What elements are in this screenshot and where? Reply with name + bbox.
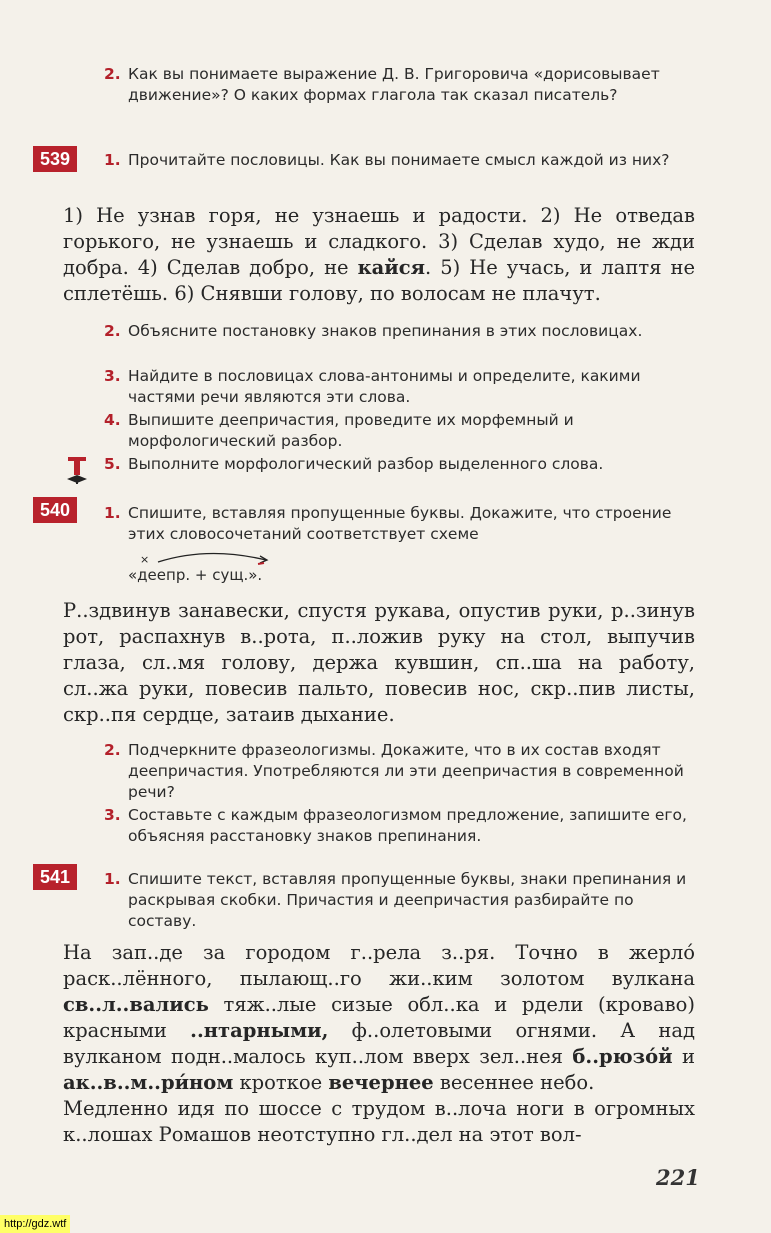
task-text: Найдите в пословицах слова-антонимы и определите, какими частями речи являются эти слова. xyxy=(128,367,641,406)
task-text: Как вы понимаете выражение Д. В. Григоровича «дорисовывает движение»? О каких формах глагола так сказал писатель? xyxy=(128,65,660,104)
task-item xyxy=(104,454,696,475)
exercise-number-badge: 541 xyxy=(33,864,77,890)
grammar-scheme xyxy=(128,550,368,588)
task-number: 2. xyxy=(104,65,121,83)
bold-word: вечернее xyxy=(328,1071,434,1094)
task-text: Выполните морфологический разбор выделенного слова. xyxy=(128,455,604,473)
highlighted-word: кайся xyxy=(357,256,426,279)
scheme-label: «деепр. + сущ.». xyxy=(128,566,263,584)
task-number: 2. xyxy=(104,741,121,759)
task-number: 1. xyxy=(104,504,121,522)
task-item xyxy=(104,410,696,452)
bold-word: б..рюзо́й xyxy=(572,1045,673,1068)
task-item xyxy=(104,503,696,545)
task-item xyxy=(104,64,696,106)
text-part: и xyxy=(672,1045,695,1068)
text-part: На зап..де за городом г..рела з..ря. Точно в жерло́ раск..лённого, пылающ..го жи..ким золотом вулкана xyxy=(63,941,695,990)
svg-text:×: × xyxy=(140,553,150,566)
exercise-text xyxy=(63,940,695,1096)
proverbs-part: 1) Не узнав горя, не узнаешь и радости. 2) Не отведав горького, не узнаешь и сладкого. 3) Сделав худо, не жди добра. 4) Сделав добро, не xyxy=(63,204,695,279)
task-number: 3. xyxy=(104,367,121,385)
task-text: Спишите, вставляя пропущенные буквы. Докажите, что строение этих словосочетаний соответствует схеме xyxy=(128,504,672,543)
page-number: 221 xyxy=(656,1165,700,1190)
exercise-text: Р..здвинув занавески, спустя рукава, опустив руки, р..зинув рот, распахнув в..рота, п..ложив руку на стол, выпучив глаза, сл..мя голову, держа кувшин, сп..ша на работу, сл..жа руки, повесив пальто, повесив нос, скр..пив листы, скр..пя сердце, затаив дыхание. xyxy=(63,599,695,726)
task-item xyxy=(104,150,696,171)
text-part: кроткое xyxy=(233,1071,329,1094)
text-part: ф..олетовыми огнями. А над вулканом подн..малось куп..лом вверх зел..нея xyxy=(63,1019,695,1068)
text-part: тяж..лые сизые обл..ка и рдели (кроваво) красными xyxy=(63,993,695,1042)
exercise-text-continued: Медленно идя по шоссе с трудом в..лоча ноги в огромных к..лошах Ромашов неотступно гл..дел на этот вол- xyxy=(63,1097,695,1146)
task-number: 4. xyxy=(104,411,121,429)
task-text: Спишите текст, вставляя пропущенные буквы, знаки препинания и раскрывая скобки. Причастия и деепричастия разбирайте по составу. xyxy=(128,870,687,930)
task-text: Выпишите деепричастия, проведите их морфемный и морфологический разбор. xyxy=(128,411,574,450)
bold-word: ак..в..м..ри́ном xyxy=(63,1071,234,1094)
task-item xyxy=(104,869,696,932)
task-item xyxy=(104,805,696,847)
exercise-number-badge: 539 xyxy=(33,146,77,172)
task-number: 1. xyxy=(104,151,121,169)
tutor-icon xyxy=(66,455,88,485)
proverbs-part: . 5) Не учась, и лаптя не сплетёшь. 6) Снявши голову, по волосам не плачут. xyxy=(63,256,696,305)
text-part: весеннее небо. xyxy=(433,1071,595,1094)
bold-word: ..нтарными, xyxy=(190,1019,329,1042)
task-number: 1. xyxy=(104,870,121,888)
exercise-number-badge: 540 xyxy=(33,497,77,523)
task-number: 5. xyxy=(104,455,121,473)
task-number: 2. xyxy=(104,322,121,340)
task-text: Прочитайте пословицы. Как вы понимаете смысл каждой из них? xyxy=(128,151,670,169)
task-text: Составьте с каждым фразеологизмом предложение, запишите его, объясняя расстановку знаков препинания. xyxy=(128,806,687,845)
bold-word: св..л..вались xyxy=(63,993,209,1016)
watermark-link[interactable]: http://gdz.wtf xyxy=(0,1215,70,1233)
task-item xyxy=(104,740,696,803)
task-item xyxy=(104,321,696,342)
task-number: 3. xyxy=(104,806,121,824)
task-item xyxy=(104,366,696,408)
task-text: Подчеркните фразеологизмы. Докажите, что в их состав входят деепричастия. Употребляются ли эти деепричастия в современной речи? xyxy=(128,741,684,801)
proverbs-text xyxy=(63,203,695,307)
task-text: Объясните постановку знаков препинания в этих пословицах. xyxy=(128,322,643,340)
